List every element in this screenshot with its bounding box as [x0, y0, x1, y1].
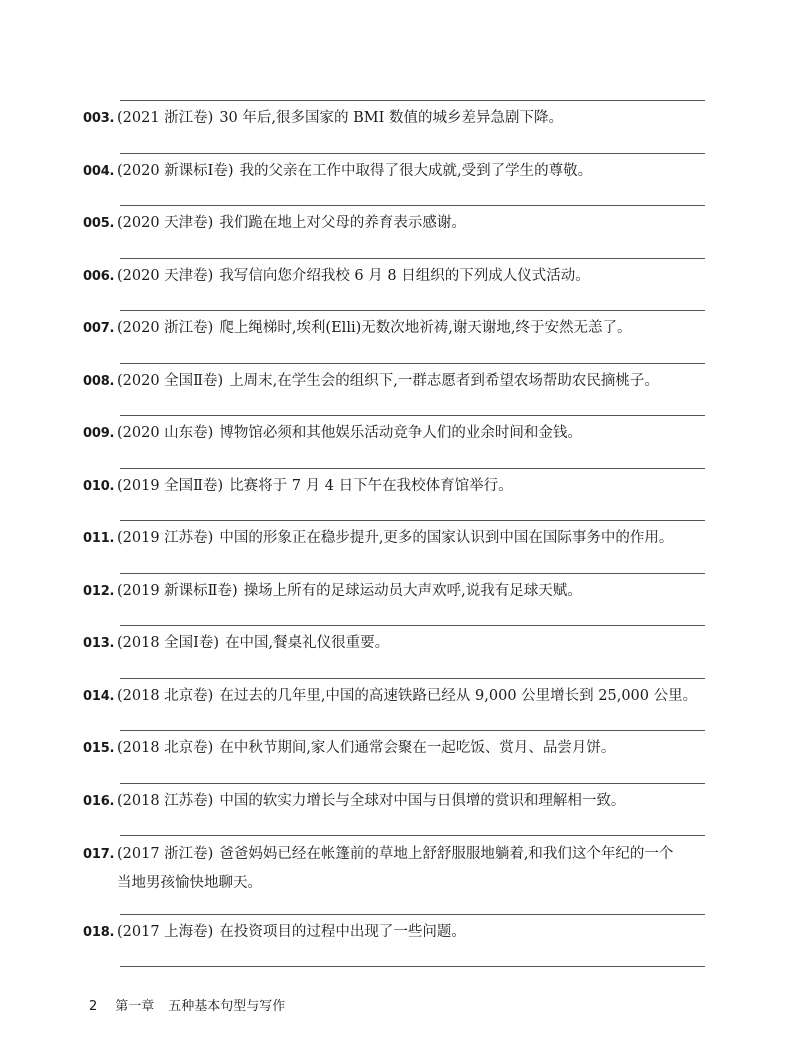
question-item	[83, 524, 723, 553]
question-text: 中国的软实力增长与全球对中国与日俱增的赏识和理解相一致。	[219, 793, 626, 809]
question-source: (2021 浙江卷)	[117, 110, 214, 126]
answer-line	[120, 835, 705, 836]
question-text: 操场上所有的足球运动员大声欢呼,说我有足球天赋。	[243, 583, 582, 599]
question-number: 006.	[83, 269, 115, 284]
answer-line	[120, 415, 705, 416]
question-source: (2020 全国Ⅱ卷)	[117, 373, 224, 389]
answer-line	[120, 520, 705, 521]
answer-line	[120, 258, 705, 259]
answer-line	[120, 573, 705, 574]
answer-line	[120, 468, 705, 469]
question-text: 在过去的几年里,中国的高速铁路已经从 9,000 公里增长到 25,000 公里。	[219, 688, 698, 704]
question-text: 中国的形象正在稳步提升,更多的国家认识到中国在国际事务中的作用。	[219, 530, 674, 546]
answer-line	[120, 310, 705, 311]
question-source: (2018 全国Ⅰ卷)	[117, 635, 220, 651]
question-item	[83, 314, 723, 343]
question-text: 在投资项目的过程中出现了一些问题。	[219, 924, 466, 940]
question-source: (2020 新课标Ⅰ卷)	[117, 163, 234, 179]
page-footer	[89, 998, 285, 1016]
question-text: 我的父亲在工作中取得了很大成就,受到了学生的尊敬。	[239, 163, 593, 179]
answer-line	[120, 730, 705, 731]
question-number: 010.	[83, 479, 115, 494]
answer-line	[120, 678, 705, 679]
question-source: (2017 上海卷)	[117, 924, 214, 940]
question-text: 30 年后,很多国家的 BMI 数值的城乡差异急剧下降。	[219, 110, 563, 126]
question-item	[83, 840, 723, 897]
question-source: (2020 天津卷)	[117, 268, 214, 284]
question-item	[83, 262, 723, 291]
question-text: 爸爸妈妈已经在帐篷前的草地上舒舒服服地躺着,和我们这个年纪的一个	[219, 846, 674, 862]
question-number: 009.	[83, 426, 115, 441]
question-item	[83, 419, 723, 448]
question-source: (2018 江苏卷)	[117, 793, 214, 809]
question-item	[83, 577, 723, 606]
question-number: 012.	[83, 584, 115, 599]
question-source: (2020 山东卷)	[117, 425, 214, 441]
answer-line	[120, 625, 705, 626]
question-text: 我们跪在地上对父母的养育表示感谢。	[219, 215, 466, 231]
question-source: (2018 北京卷)	[117, 740, 214, 756]
question-text: 博物馆必须和其他娱乐活动竞争人们的业余时间和金钱。	[219, 425, 582, 441]
question-number: 014.	[83, 689, 115, 704]
question-item	[83, 918, 723, 947]
question-source: (2019 全国Ⅱ卷)	[117, 478, 224, 494]
chapter-label: 第一章	[115, 999, 155, 1014]
answer-line	[120, 363, 705, 364]
question-item	[83, 734, 723, 763]
question-number: 005.	[83, 216, 115, 231]
question-text: 我写信向您介绍我校 6 月 8 日组织的下列成人仪式活动。	[219, 268, 590, 284]
answer-line	[120, 205, 705, 206]
question-item	[83, 682, 723, 711]
answer-line	[120, 153, 705, 154]
question-number: 003.	[83, 111, 115, 126]
question-item	[83, 157, 723, 186]
question-item	[83, 629, 723, 658]
question-source: (2020 浙江卷)	[117, 320, 214, 336]
question-text: 比赛将于 7 月 4 日下午在我校体育馆举行。	[229, 478, 513, 494]
question-number: 008.	[83, 374, 115, 389]
question-source: (2017 浙江卷)	[117, 846, 214, 862]
question-item	[83, 104, 723, 133]
answer-line	[120, 914, 705, 915]
chapter-title: 五种基本句型与写作	[168, 999, 286, 1014]
question-source: (2019 江苏卷)	[117, 530, 214, 546]
question-item	[83, 367, 723, 396]
answer-line	[120, 783, 705, 784]
question-source: (2019 新课标Ⅱ卷)	[117, 583, 238, 599]
question-number: 017.	[83, 847, 115, 862]
question-number: 015.	[83, 741, 115, 756]
question-item	[83, 787, 723, 816]
question-number: 013.	[83, 636, 115, 651]
question-number: 011.	[83, 531, 115, 546]
answer-line	[120, 100, 705, 101]
question-number: 016.	[83, 794, 115, 809]
question-number: 018.	[83, 925, 115, 940]
question-text: 在中国,餐桌礼仪很重要。	[225, 635, 390, 651]
question-number: 007.	[83, 321, 115, 336]
question-text: 爬上绳梯时,埃利(Elli)无数次地祈祷,谢天谢地,终于安然无恙了。	[219, 320, 632, 336]
question-item	[83, 209, 723, 238]
question-text-continued: 当地男孩愉快地聊天。	[117, 875, 262, 891]
page-number: 2	[89, 999, 98, 1014]
question-source: (2018 北京卷)	[117, 688, 214, 704]
question-text: 上周末,在学生会的组织下,一群志愿者到希望农场帮助农民摘桃子。	[229, 373, 659, 389]
question-source: (2020 天津卷)	[117, 215, 214, 231]
question-text: 在中秋节期间,家人们通常会聚在一起吃饭、赏月、品尝月饼。	[219, 740, 616, 756]
question-item	[83, 472, 723, 501]
answer-line	[120, 966, 705, 967]
question-number: 004.	[83, 164, 115, 179]
